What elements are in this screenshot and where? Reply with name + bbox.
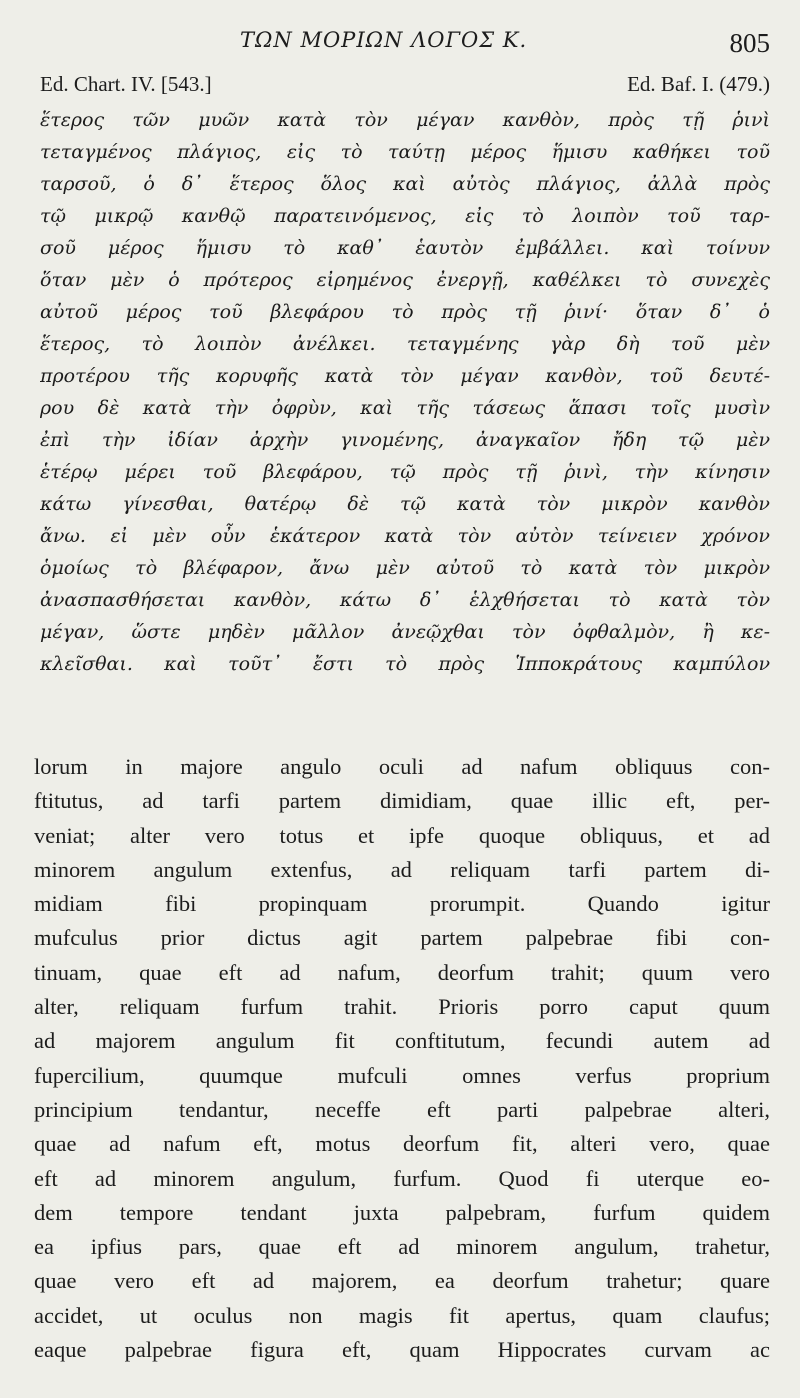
latin-line: alter, reliquam furfum trahit. Prioris porro caput quum (34, 994, 770, 1020)
latin-line: quae ad nafum eft, motus deorfum fit, alteri vero, quae (34, 1131, 770, 1157)
latin-line: ea ipfius pars, quae eft ad minorem angulum, trahetur, (34, 1234, 770, 1260)
greek-line: ταρσοῦ, ὁ δ᾽ ἕτερος ὅλος καὶ αὐτὸς πλάγιος, ἀλλὰ πρὸς (40, 173, 770, 195)
greek-line: μέγαν, ὥστε μηδὲν μᾶλλον ἀνεῷχθαι τὸν ὀφθαλμὸν, ἢ κε- (40, 621, 770, 643)
latin-line: accidet, ut oculus non magis fit apertus, quam claufus; (34, 1302, 770, 1328)
greek-line: τεταγμένος πλάγιος, εἰς τὸ ταύτῃ μέρος ἥμισυ καθήκει τοῦ (40, 141, 770, 163)
greek-line: ἕτερος τῶν μυῶν κατὰ τὸν μέγαν κανθὸν, πρὸς τῇ ῥινὶ (40, 109, 770, 131)
greek-line: ἑτέρῳ μέρει τοῦ βλεφάρου, τῷ πρὸς τῇ ῥινὶ, τὴν κίνησιν (40, 461, 770, 483)
greek-text (40, 104, 770, 680)
page-number: 805 (729, 28, 770, 58)
greek-line: ρου δὲ κατὰ τὴν ὀφρὺν, καὶ τῆς τάσεως ἅπασι τοῖς μυσὶν (40, 397, 770, 419)
greek-line: ὅταν μὲν ὁ πρότερος εἰρημένος ἐνεργῇ, καθέλκει τὸ συνεχὲς (40, 269, 770, 291)
greek-line: κάτω γίνεσθαι, θατέρῳ δὲ τῷ κατὰ τὸν μικρὸν κανθὸν (40, 493, 770, 515)
greek-line: τῷ μικρῷ κανθῷ παρατεινόμενος, εἰς τὸ λοιπὸν τοῦ ταρ- (40, 205, 770, 227)
latin-line: quae vero eft ad majorem, ea deorfum trahetur; quare (34, 1268, 770, 1294)
greek-line: ἀνασπασθήσεται κανθὸν, κάτω δ᾽ ἑλχθήσεται τὸ κατὰ τὸν (40, 589, 770, 611)
latin-translation (34, 750, 770, 1367)
greek-line: αὐτοῦ μέρος τοῦ βλεφάρου τὸ πρὸς τῇ ῥινί· ὅταν δ᾽ ὁ (40, 301, 770, 323)
edition-bas-ref: Ed. Baf. I. (479.) (627, 72, 770, 96)
greek-line: ἕτερος, τὸ λοιπὸν ἀνέλκει. τεταγμένης γὰρ δὴ τοῦ μὲν (40, 333, 770, 355)
latin-line: principium tendantur, neceffe eft parti palpebrae alteri, (34, 1096, 770, 1122)
edition-chart-ref: Ed. Chart. IV. [543.] (40, 72, 212, 96)
greek-line: προτέρου τῆς κορυφῆς κατὰ τὸν μέγαν κανθὸν, τοῦ δευτέ- (40, 365, 770, 387)
latin-line: lorum in majore angulo oculi ad nafum obliquus con- (34, 754, 770, 779)
latin-line: minorem angulum extenfus, ad reliquam tarfi partem di- (34, 856, 770, 882)
latin-line: ftitutus, ad tarfi partem dimidiam, quae illic eft, per- (34, 788, 770, 814)
latin-line: mufculus prior dictus agit partem palpebrae fibi con- (34, 925, 770, 951)
greek-line: σοῦ μέρος ἥμισυ τὸ καθ᾽ ἑαυτὸν ἐμβάλλει. καὶ τοίνυν (40, 237, 770, 259)
greek-line: ὁμοίως τὸ βλέφαρον, ἄνω μὲν αὐτοῦ τὸ κατὰ τὸν μικρὸν (40, 557, 770, 579)
latin-line: dem tempore tendant juxta palpebram, furfum quidem (34, 1199, 770, 1225)
latin-line: tinuam, quae eft ad nafum, deorfum trahit; quum vero (34, 959, 770, 985)
latin-line: veniat; alter vero totus et ipfe quoque obliquus, et ad (34, 822, 770, 848)
running-title: ΤΩΝ ΜΟΡΙΩΝ ΛΟΓΟΣ Κ. (240, 28, 528, 52)
edition-reference (40, 72, 770, 100)
greek-line: ἄνω. εἰ μὲν οὖν ἑκάτερον κατὰ τὸν αὐτὸν τείνειεν χρόνον (40, 525, 770, 547)
latin-line: fupercilium, quumque mufculi omnes verfus proprium (34, 1062, 770, 1088)
latin-line: eaque palpebrae figura eft, quam Hippocrates curvam ac (34, 1337, 770, 1363)
latin-line: ad majorem angulum fit conftitutum, fecundi autem ad (34, 1028, 770, 1054)
page-header (40, 28, 770, 62)
greek-line: κλεῖσθαι. καὶ τοῦτ᾽ ἔστι τὸ πρὸς Ἱπποκράτους καμπύλον (40, 653, 770, 675)
latin-line: eft ad minorem angulum, furfum. Quod fi uterque eo- (34, 1165, 770, 1191)
greek-line: ἐπὶ τὴν ἰδίαν ἀρχὴν γινομένης, ἀναγκαῖον ἤδη τῷ μὲν (40, 429, 770, 451)
latin-line: midiam fibi propinquam prorumpit. Quando igitur (34, 891, 770, 917)
